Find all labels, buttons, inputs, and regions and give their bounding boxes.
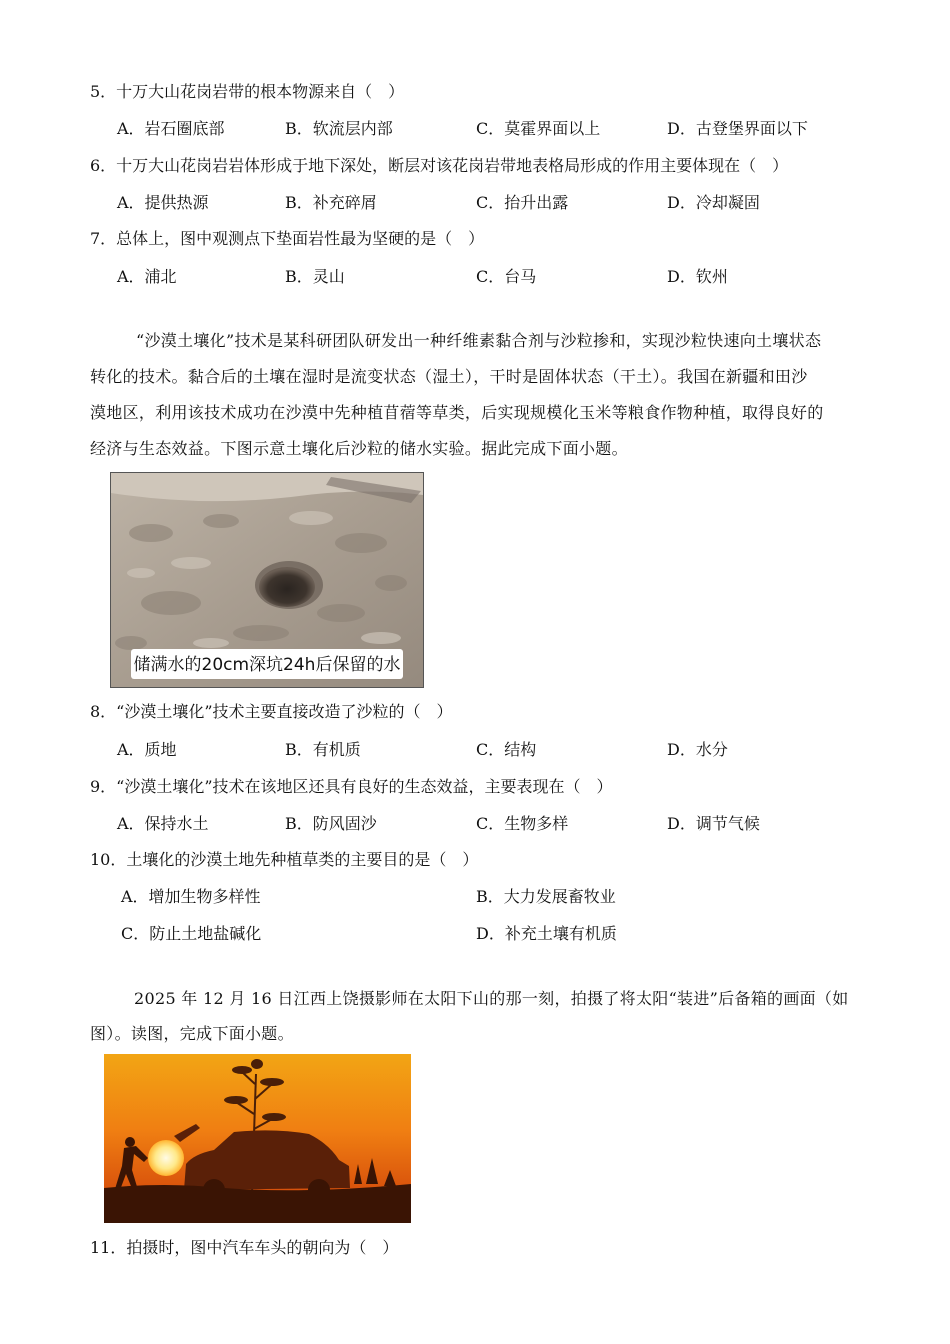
option-8d: D．水分 bbox=[667, 740, 728, 759]
question-9-stem: 9．“沙漠土壤化”技术在该地区还具有良好的生态效益，主要表现在（ ） bbox=[90, 777, 613, 796]
option-9c: C．生物多样 bbox=[476, 814, 569, 833]
option-10c: C．防止土地盐碱化 bbox=[121, 924, 262, 943]
option-5a: A．岩石圈底部 bbox=[117, 119, 225, 138]
option-9d: D．调节气候 bbox=[667, 814, 760, 833]
option-5b: B．软流层内部 bbox=[285, 119, 393, 138]
option-7a: A．浦北 bbox=[117, 267, 177, 286]
option-6b: B．补充碎屑 bbox=[285, 193, 377, 212]
option-6c: C．抬升出露 bbox=[476, 193, 569, 212]
question-7-stem: 7．总体上，图中观测点下垫面岩性最为坚硬的是（ ） bbox=[90, 229, 485, 248]
option-7b: B．灵山 bbox=[285, 267, 345, 286]
option-7d: D．钦州 bbox=[667, 267, 728, 286]
sunset-car-image bbox=[104, 1054, 411, 1223]
option-5d: D．古登堡界面以下 bbox=[667, 119, 808, 138]
option-6d: D．冷却凝固 bbox=[667, 193, 760, 212]
passage-line: “沙漠土壤化”技术是某科研团队研发出一种纤维素黏合剂与沙粒掺和，实现沙粒快速向土壤状态 bbox=[136, 331, 822, 350]
passage-line: 2025 年 12 月 16 日江西上饶摄影师在太阳下山的那一刻，拍摄了将太阳“装进”后备箱的画面（如 bbox=[134, 989, 849, 1008]
passage-line: 经济与生态效益。下图示意土壤化后沙粒的储水实验。据此完成下面小题。 bbox=[90, 439, 628, 458]
question-8-stem: 8．“沙漠土壤化”技术主要直接改造了沙粒的（ ） bbox=[90, 702, 453, 721]
passage-line: 图）。读图，完成下面小题。 bbox=[90, 1024, 294, 1043]
option-9a: A．保持水土 bbox=[117, 814, 209, 833]
option-9b: B．防风固沙 bbox=[285, 814, 377, 833]
question-10-stem: 10．土壤化的沙漠土地先种植草类的主要目的是（ ） bbox=[90, 850, 479, 869]
option-8a: A．质地 bbox=[117, 740, 177, 759]
passage-line: 转化的技术。黏合后的土壤在湿时是流变状态（湿土），干时是固体状态（干土）。我国在新疆和田沙 bbox=[90, 367, 808, 386]
option-10d: D．补充土壤有机质 bbox=[476, 924, 617, 943]
passage-line: 漠地区，利用该技术成功在沙漠中先种植苜蓿等草类，后实现规模化玉米等粮食作物种植，取得良好的 bbox=[90, 403, 824, 422]
soil-pit-image bbox=[111, 473, 423, 687]
option-10a: A．增加生物多样性 bbox=[121, 887, 261, 906]
option-7c: C．台马 bbox=[476, 267, 537, 286]
option-6a: A．提供热源 bbox=[117, 193, 209, 212]
question-5-stem: 5．十万大山花岗岩带的根本物源来自（ ） bbox=[90, 82, 405, 101]
option-8c: C．结构 bbox=[476, 740, 537, 759]
passage-sunset-photo bbox=[90, 988, 860, 1058]
soil-pit-photo bbox=[110, 472, 424, 688]
sunset-car-photo bbox=[104, 1054, 411, 1223]
option-8b: B．有机质 bbox=[285, 740, 361, 759]
figure-caption: 储满水的20cm深坑24h后保留的水 bbox=[133, 655, 401, 675]
option-5c: C．莫霍界面以上 bbox=[476, 119, 601, 138]
question-6-stem: 6．十万大山花岗岩岩体形成于地下深处，断层对该花岗岩带地表格局形成的作用主要体现在（ ） bbox=[90, 156, 789, 175]
passage-desert-soil bbox=[90, 330, 860, 474]
question-11-stem: 11．拍摄时，图中汽车车头的朝向为（ ） bbox=[90, 1238, 399, 1257]
option-10b: B．大力发展畜牧业 bbox=[476, 887, 616, 906]
